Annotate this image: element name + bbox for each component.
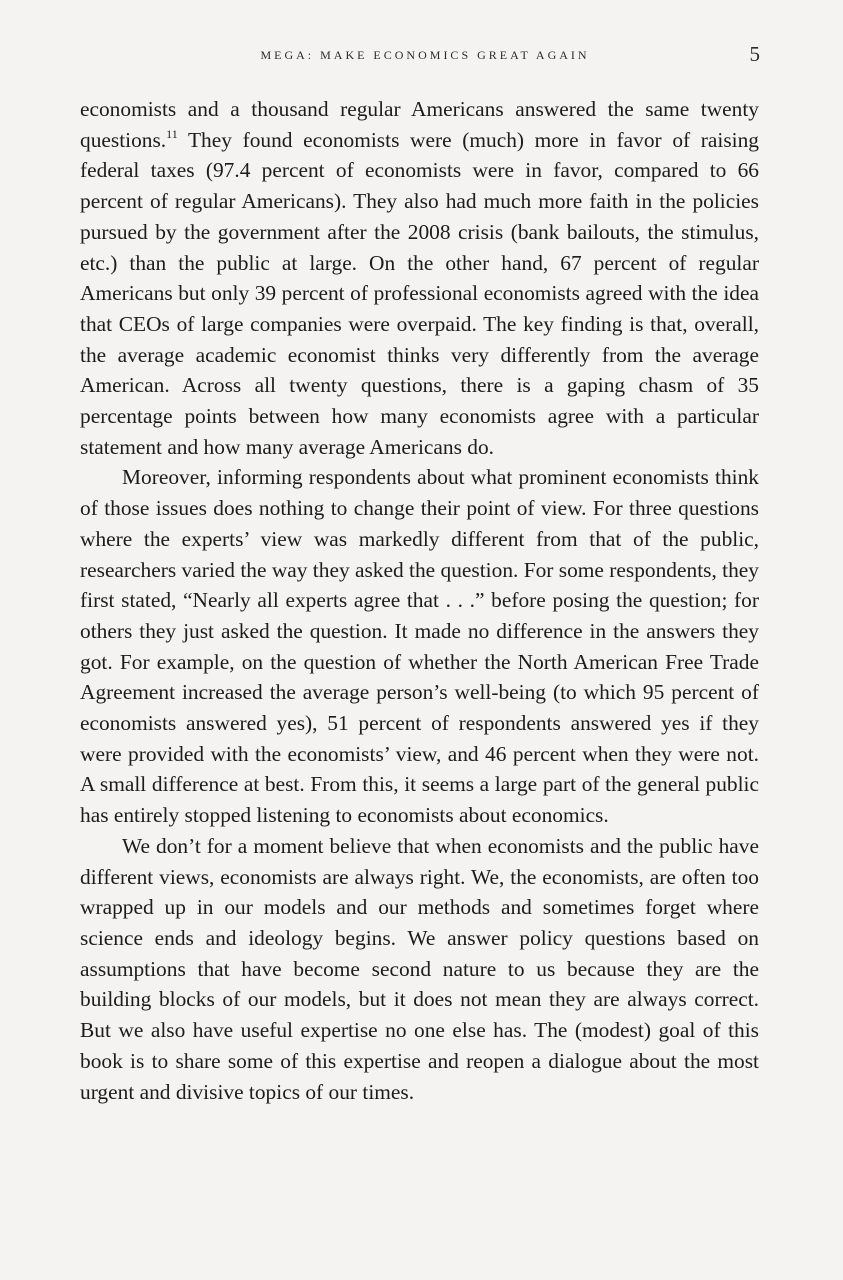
paragraph-3: We don’t for a moment believe that when economists and the public have different views, economists are always right. We, the economists, are often too wrapped up in our models and our methods and sometimes forget where science ends and ideology begins. We answer policy questions based on assumptions that have become second nature to us because they are the building blocks of our models, but it does not mean they are always correct. But we also have useful expertise no one else has. The (modest) goal of this book is to share some of this expertise and reopen a dialogue about the most urgent and divisive topics of our times. bbox=[80, 833, 759, 1104]
paragraph-1 bbox=[80, 94, 759, 462]
footnote-marker[interactable]: 11 bbox=[166, 126, 178, 141]
paragraph-1-text-b: They found economists were (much) more in favor of raising federal taxes (97.4 percent of economists were in favor, compared to 66 percent of regular Americans). They also had much more faith in the policies pursued by the government after the 2008 crisis (bank bailouts, the stimulus, etc.) than the public at large. On the other hand, 67 percent of regular Americans but only 39 percent of professional economists agreed with the idea that CEOs of large companies were overpaid. The key finding is that, overall, the average academic economist thinks very differently from the average American. Across all twenty questions, there is a gaping chasm of 35 percentage points between how many economists agree with a particular statement and how many average Americans do. bbox=[80, 127, 759, 459]
page-number: 5 bbox=[749, 42, 760, 66]
paragraph-2: Moreover, informing respondents about what prominent economists think of those issues does nothing to change their point of view. For three questions where the experts’ view was markedly different from that of the public, researchers varied the way they asked the question. For some respondents, they first stated, “Nearly all experts agree that . . .” before posing the question; for others they just asked the question. It made no difference in the answers they got. For example, on the question of whether the North American Free Trade Agreement increased the average person’s well-being (to which 95 percent of economists answered yes), 51 percent of respondents answered yes if they were provided with the economists’ view, and 46 percent when they were not. A small difference at best. From this, it seems a large part of the general public has entirely stopped listening to economists about economics. bbox=[80, 465, 759, 828]
paragraph-1-text-a: economists and a thousand regular Americans answered the same twenty questions. bbox=[80, 97, 759, 152]
running-head bbox=[80, 42, 760, 66]
body-text bbox=[80, 94, 759, 1107]
running-title: MEGA: MAKE ECONOMICS GREAT AGAIN bbox=[260, 48, 590, 62]
